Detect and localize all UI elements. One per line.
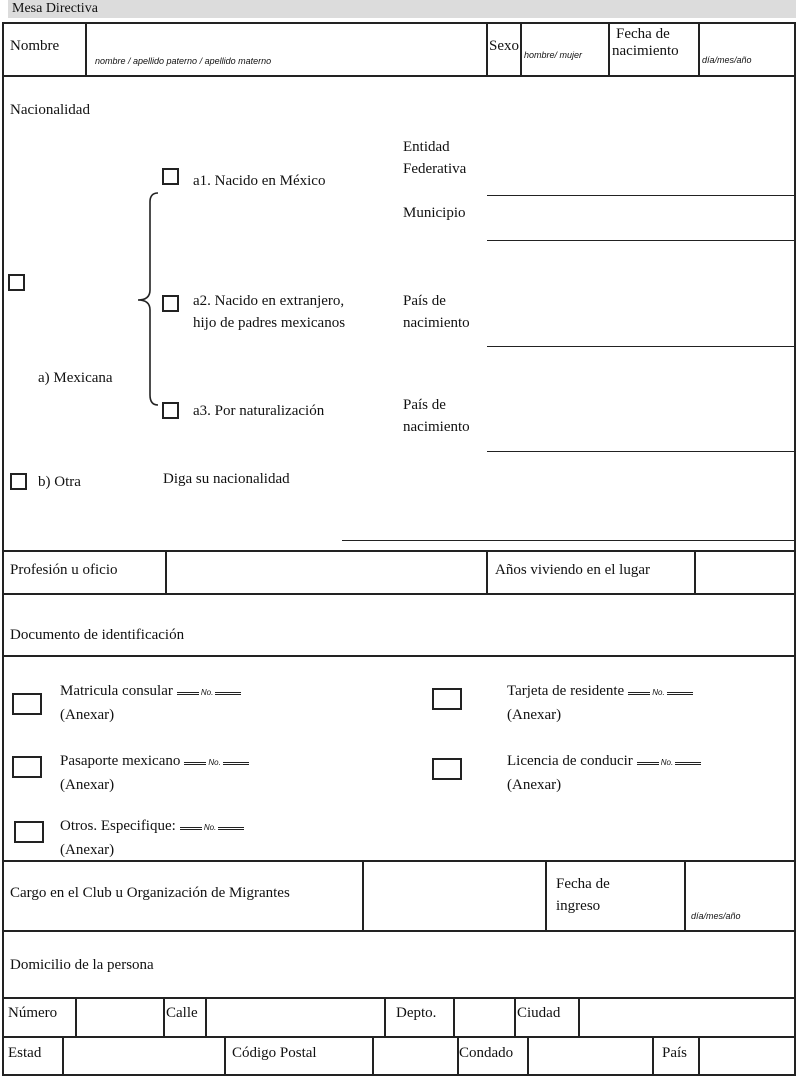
divider-line — [2, 75, 794, 77]
otra-nacionalidad-field[interactable] — [342, 540, 795, 541]
cargo-label: Cargo en el Club u Organización de Migrantes — [10, 885, 290, 901]
divider-line — [486, 550, 488, 593]
cp-label: Código Postal — [232, 1045, 317, 1061]
nacionalidad-title: Nacionalidad — [10, 102, 90, 118]
a3-label: a3. Por naturalización — [193, 403, 325, 419]
tarjeta-label: Tarjeta de residente No. (Anexar) — [507, 680, 693, 726]
divider-line — [2, 593, 794, 595]
divider-line — [384, 997, 386, 1036]
brace-icon — [132, 190, 162, 410]
matricula-checkbox[interactable] — [12, 693, 42, 715]
calle-field[interactable] — [207, 999, 383, 1035]
entidad-label: Entidad Federativa — [403, 139, 467, 177]
divider-line — [684, 860, 686, 930]
numero-label: Número — [8, 1005, 58, 1021]
sexo-label: Sexo — [489, 38, 519, 54]
condado-label: Condado — [459, 1045, 514, 1061]
calle-label: Calle — [166, 1005, 198, 1021]
divider-line — [163, 997, 165, 1036]
pasaporte-checkbox[interactable] — [12, 756, 42, 778]
entidad-field[interactable] — [487, 195, 795, 196]
a2-checkbox[interactable] — [162, 295, 179, 312]
fecha-ingreso-field[interactable]: día/mes/año — [691, 911, 741, 921]
a3-checkbox[interactable] — [162, 402, 179, 419]
pais-a2-label: País de nacimiento — [403, 293, 470, 331]
profesion-label: Profesión u oficio — [10, 562, 118, 578]
fecha-nacimiento-label: Fecha de nacimiento — [612, 26, 679, 59]
documento-title: Documento de identificación — [10, 627, 185, 643]
depto-label: Depto. — [396, 1005, 437, 1021]
divider-line — [698, 22, 700, 75]
domicilio-title: Domicilio de la persona — [10, 957, 154, 973]
pais-a2-field[interactable] — [487, 346, 795, 347]
sexo-field[interactable]: hombre/ mujer — [524, 50, 583, 60]
fecha-nacimiento-field[interactable]: día/mes/año — [702, 55, 752, 65]
tarjeta-checkbox[interactable] — [432, 688, 462, 710]
fecha-ingreso-label: Fecha de ingreso — [556, 876, 610, 914]
header-title: Mesa Directiva — [12, 1, 98, 16]
anios-field[interactable] — [696, 552, 792, 592]
otros-checkbox[interactable] — [14, 821, 44, 843]
divider-line — [514, 997, 516, 1036]
depto-field[interactable] — [455, 999, 513, 1035]
otros-label: Otros. Especifique: No. (Anexar) — [60, 815, 244, 861]
ciudad-field[interactable] — [580, 999, 792, 1035]
divider-line — [2, 655, 794, 657]
divider-line — [608, 22, 610, 75]
pais-field[interactable] — [700, 1038, 792, 1073]
diga-label: Diga su nacionalidad — [163, 471, 290, 487]
divider-line — [520, 22, 522, 75]
municipio-label: Municipio — [403, 205, 466, 221]
a1-checkbox[interactable] — [162, 168, 179, 185]
pais-a3-field[interactable] — [487, 451, 795, 452]
matricula-label: Matricula consular No. (Anexar) — [60, 680, 241, 726]
pais-a3-label: País de nacimiento — [403, 397, 470, 435]
municipio-field[interactable] — [487, 240, 795, 241]
divider-line — [224, 1036, 226, 1074]
a1-label: a1. Nacido en México — [193, 173, 326, 189]
anios-label: Años viviendo en el lugar — [495, 562, 650, 578]
cargo-field[interactable] — [364, 862, 544, 928]
pasaporte-label: Pasaporte mexicano No. (Anexar) — [60, 750, 249, 796]
profesion-field[interactable] — [167, 552, 484, 592]
cp-field[interactable] — [374, 1038, 456, 1073]
otra-checkbox[interactable] — [10, 473, 27, 490]
a2-label: a2. Nacido en extranjero, hijo de padres mexicanos — [193, 293, 346, 331]
otra-label: b) Otra — [38, 474, 81, 490]
header-bar — [8, 0, 796, 18]
mexicana-checkbox[interactable] — [8, 274, 25, 291]
licencia-label: Licencia de conducir No. (Anexar) — [507, 750, 701, 796]
condado-field[interactable] — [529, 1038, 651, 1073]
ciudad-label: Ciudad — [517, 1005, 561, 1021]
nombre-label: Nombre — [10, 38, 60, 54]
mexicana-label: a) Mexicana — [38, 370, 113, 386]
divider-line — [85, 22, 87, 75]
estado-label: Estad — [8, 1045, 42, 1061]
numero-field[interactable] — [77, 999, 162, 1035]
estado-field[interactable] — [64, 1038, 223, 1073]
divider-line — [486, 22, 488, 75]
pais-label: País — [662, 1045, 688, 1061]
divider-line — [545, 860, 547, 930]
licencia-checkbox[interactable] — [432, 758, 462, 780]
divider-line — [652, 1036, 654, 1074]
nombre-field[interactable]: nombre / apellido paterno / apellido materno — [95, 56, 272, 66]
divider-line — [2, 930, 794, 932]
